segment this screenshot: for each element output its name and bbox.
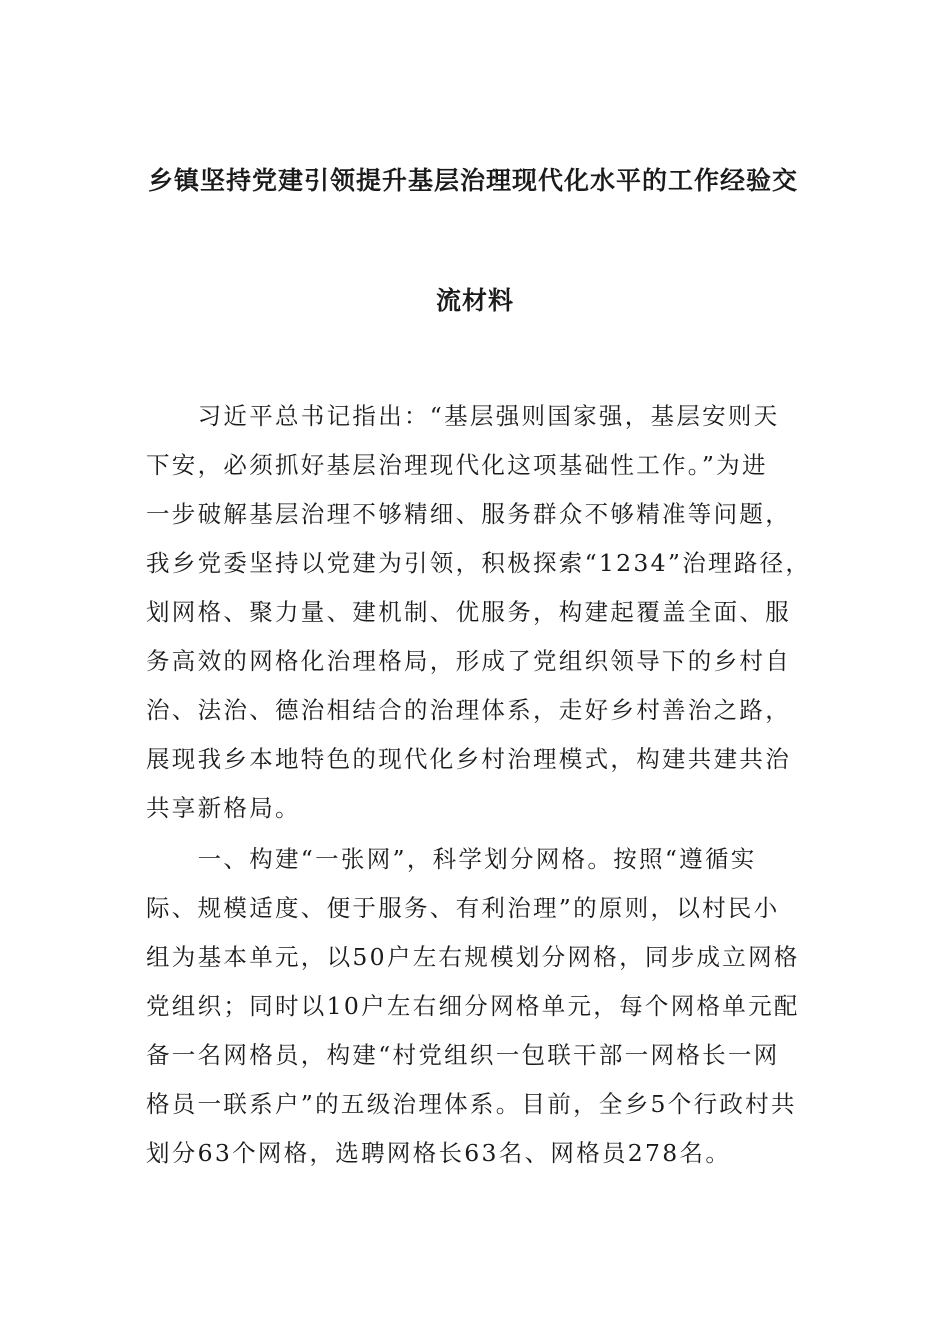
paragraph-line: 治、法治、德治相结合的治理体系，走好乡村善治之路，: [146, 696, 791, 724]
paragraph-intro: [146, 392, 822, 833]
paragraph-line: 格员一联系户”的五级治理体系。目前，全乡5个行政村共: [146, 1090, 797, 1118]
paragraph-line: 共享新格局。: [146, 794, 301, 822]
paragraph-line: 一步破解基层治理不够精细、服务群众不够精准等问题，: [146, 500, 791, 528]
paragraph-line: 组为基本单元，以50户左右规模划分网格，同步成立网格: [146, 943, 800, 971]
paragraph-line: 务高效的网格化治理格局，形成了党组织领导下的乡村自: [146, 647, 791, 675]
paragraph-line: 划网格、聚力量、建机制、优服务，构建起覆盖全面、服: [146, 598, 791, 626]
document-title-line-1: 乡镇坚持党建引领提升基层治理现代化水平的工作经验交: [147, 166, 798, 195]
paragraph-line: 我乡党委坚持以党建为引领，积极探索“1234”治理路径，: [146, 549, 812, 577]
paragraph-line: 备一名网格员，构建“村党组织一包联干部一网格长一网: [146, 1041, 780, 1069]
paragraph-line: 习近平总书记指出：“基层强则国家强，基层安则天: [146, 402, 780, 430]
paragraph-line: 际、规模适度、便于服务、有利治理”的原则，以村民小: [146, 894, 780, 922]
paragraph-line: 党组织；同时以10户左右细分网格单元，每个网格单元配: [146, 992, 800, 1020]
paragraph-line: 展现我乡本地特色的现代化乡村治理模式，构建共建共治: [146, 745, 791, 773]
paragraph-line: 划分63个网格，选聘网格长63名、网格员278名。: [146, 1139, 732, 1167]
paragraph-section-1: [146, 835, 822, 1178]
document-title-line-2: 流材料: [435, 286, 514, 315]
paragraph-line: 一、构建“一张网”，科学划分网格。按照“遵循实: [146, 845, 757, 873]
paragraph-line: 下安，必须抓好基层治理现代化这项基础性工作。”为进: [146, 451, 768, 479]
